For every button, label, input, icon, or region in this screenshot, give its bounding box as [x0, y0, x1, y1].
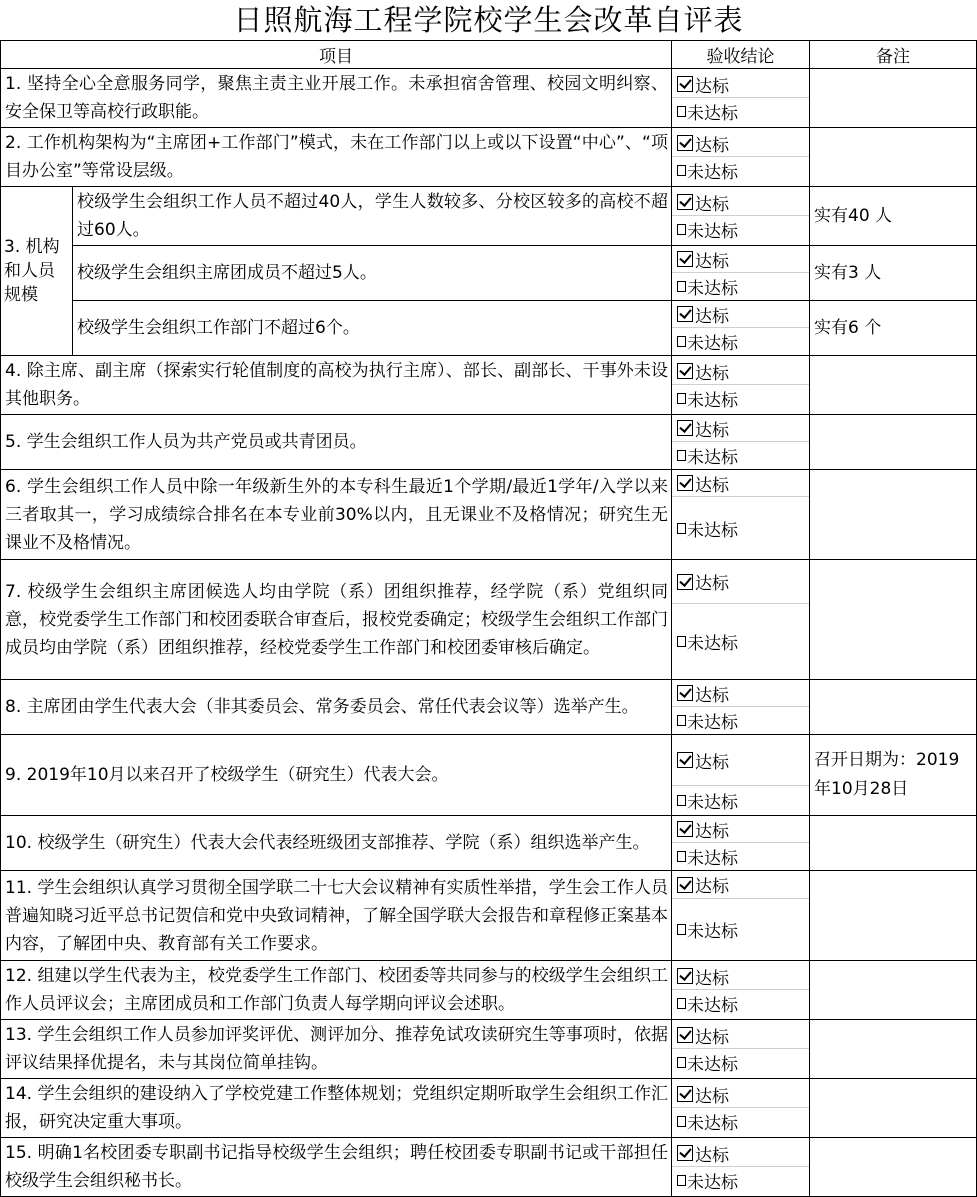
pass-label: 达标	[695, 1145, 729, 1166]
table-row	[1, 961, 977, 1020]
pass-label: 达标	[695, 574, 729, 594]
acceptance-cell	[672, 1079, 810, 1138]
pass-option[interactable]	[672, 1140, 809, 1167]
unchecked-box-icon[interactable]	[677, 224, 686, 235]
unchecked-box-icon[interactable]	[677, 281, 686, 292]
note-cell	[810, 69, 977, 128]
acceptance-cell	[672, 246, 810, 301]
note-cell	[810, 128, 977, 187]
unchecked-box-icon[interactable]	[677, 1057, 686, 1068]
checked-box-icon[interactable]	[677, 877, 693, 893]
note-cell	[810, 415, 977, 470]
fail-label: 未达标	[687, 713, 738, 733]
pass-label: 达标	[695, 363, 729, 384]
checked-box-icon[interactable]	[677, 306, 693, 322]
acceptance-cell	[672, 301, 810, 356]
table-row	[1, 128, 977, 187]
checked-box-icon[interactable]	[677, 752, 693, 768]
header-item: 项目	[1, 41, 672, 69]
fail-option[interactable]	[672, 442, 809, 469]
checked-box-icon[interactable]	[677, 475, 693, 491]
checked-box-icon[interactable]	[677, 685, 693, 701]
fail-label: 未达标	[687, 922, 738, 942]
page-title: 日照航海工程学院校学生会改革自评表	[233, 3, 744, 37]
note-cell	[810, 560, 977, 680]
fail-label: 未达标	[687, 793, 738, 813]
item-text: 1. 坚持全心全意服务同学，聚焦主责主业开展工作。未承担宿舍管理、校园文明纠察、安全保卫等高校行政职能。	[1, 69, 672, 128]
fail-label: 未达标	[687, 849, 738, 869]
fail-label: 未达标	[687, 520, 738, 541]
fail-option[interactable]	[672, 786, 809, 815]
note-cell	[810, 1138, 977, 1197]
unchecked-box-icon[interactable]	[677, 393, 686, 404]
item-text: 12. 组建以学生代表为主，校党委学生工作部门、校团委等共同参与的校级学生会组织工作人员评议会；主席团成员和工作部门负责人每学期向评议会述职。	[1, 961, 672, 1020]
item-text: 2. 工作机构架构为“主席团+工作部门”模式，未在工作部门以上或以下设置“中心”、“项目办公室”等常设层级。	[1, 128, 672, 187]
fail-option[interactable]	[672, 216, 809, 243]
pass-label: 达标	[695, 685, 729, 706]
acceptance-cell	[672, 680, 810, 735]
pass-option[interactable]	[672, 189, 809, 216]
acceptance-cell	[672, 1138, 810, 1197]
fail-option[interactable]	[672, 604, 809, 679]
acceptance-cell	[672, 816, 810, 871]
acceptance-cell	[672, 187, 810, 246]
item-text: 4. 除主席、副主席（探索实行轮值制度的高校为执行主席）、部长、副部长、干事外未设其他职务。	[1, 356, 672, 415]
header-row	[1, 41, 977, 69]
unchecked-box-icon[interactable]	[677, 165, 686, 176]
table-row	[1, 69, 977, 128]
checked-box-icon[interactable]	[677, 821, 693, 837]
fail-option[interactable]	[672, 98, 809, 125]
item-text: 校级学生会组织工作部门不超过6个。	[73, 301, 672, 356]
pass-label: 达标	[695, 306, 729, 327]
pass-option[interactable]	[672, 358, 809, 385]
item-text: 15. 明确1名校团委专职副书记指导校级学生会组织；聘任校团委专职副书记或干部担任校级学生会组织秘书长。	[1, 1138, 672, 1197]
fail-label: 未达标	[687, 1114, 738, 1134]
fail-option[interactable]	[672, 1108, 809, 1135]
header-result: 验收结论	[672, 41, 810, 69]
note-cell: 实有40 人	[810, 187, 977, 246]
evaluation-table	[0, 40, 977, 1197]
header-note: 备注	[810, 41, 977, 69]
fail-label: 未达标	[687, 634, 738, 654]
checked-box-icon[interactable]	[677, 194, 693, 210]
fail-label: 未达标	[687, 104, 738, 124]
table-row	[1, 560, 977, 680]
unchecked-box-icon[interactable]	[677, 636, 686, 647]
item-text: 6. 学生会组织工作人员中除一年级新生外的本专科生最近1个学期/最近1学年/入学以来三者取其一，学习成绩综合排名在本专业前30%以内，且无课业不及格情况；研究生无课业不及格情况。	[1, 470, 672, 560]
note-cell	[810, 356, 977, 415]
table-row	[1, 871, 977, 961]
fail-label: 未达标	[687, 279, 738, 299]
fail-option[interactable]	[672, 899, 809, 960]
unchecked-box-icon[interactable]	[677, 924, 686, 935]
table-row	[1, 680, 977, 735]
pass-option[interactable]	[672, 560, 809, 604]
acceptance-cell	[672, 470, 810, 560]
checked-box-icon[interactable]	[677, 420, 693, 436]
pass-label: 达标	[695, 1086, 729, 1107]
acceptance-cell	[672, 69, 810, 128]
fail-label: 未达标	[687, 996, 738, 1016]
item-text: 9. 2019年10月以来召开了校级学生（研究生）代表大会。	[1, 735, 672, 816]
item-text: 校级学生会组织主席团成员不超过5人。	[73, 246, 672, 301]
checked-box-icon[interactable]	[677, 76, 693, 92]
checked-box-icon[interactable]	[677, 135, 693, 151]
fail-option[interactable]	[672, 497, 809, 559]
unchecked-box-icon[interactable]	[677, 998, 686, 1009]
fail-label: 未达标	[687, 222, 738, 242]
note-cell	[810, 1020, 977, 1079]
fail-label: 未达标	[687, 163, 738, 183]
table-row	[1, 470, 977, 560]
pass-label: 达标	[695, 251, 729, 272]
unchecked-box-icon[interactable]	[677, 450, 686, 461]
fail-label: 未达标	[687, 334, 738, 354]
pass-option[interactable]	[672, 71, 809, 98]
table-row	[1, 415, 977, 470]
fail-label: 未达标	[687, 391, 738, 411]
pass-option[interactable]	[672, 963, 809, 990]
note-cell	[810, 961, 977, 1020]
pass-label: 达标	[695, 752, 729, 773]
checked-box-icon[interactable]	[677, 1086, 693, 1102]
pass-option[interactable]	[672, 246, 809, 273]
checked-box-icon[interactable]	[677, 574, 693, 590]
fail-option[interactable]	[672, 707, 809, 734]
unchecked-box-icon[interactable]	[677, 715, 686, 726]
table-row	[1, 1138, 977, 1197]
pass-label: 达标	[695, 821, 729, 842]
acceptance-cell	[672, 415, 810, 470]
table-row	[1, 735, 977, 816]
acceptance-cell	[672, 560, 810, 680]
pass-option[interactable]	[672, 816, 809, 843]
pass-option[interactable]	[672, 735, 809, 786]
item-text: 11. 学生会组织认真学习贯彻全国学联二十七大会议精神有实质性举措，学生会工作人员普遍知晓习近平总书记贺信和党中央致词精神，了解全国学联大会报告和章程修正案基本内容，了解团中央、教育部有关工作要求。	[1, 871, 672, 961]
fail-option[interactable]	[672, 385, 809, 412]
fail-option[interactable]	[672, 990, 809, 1017]
unchecked-box-icon[interactable]	[677, 851, 686, 862]
checked-box-icon[interactable]	[677, 1145, 693, 1161]
acceptance-cell	[672, 735, 810, 816]
item-text: 7. 校级学生会组织主席团候选人均由学院（系）团组织推荐，经学院（系）党组织同意，校党委学生工作部门和校团委联合审查后，报校党委确定；校级学生会组织工作部门成员均由学院（系）团组织推荐，经校党委学生工作部门和校团委审核后确定。	[1, 560, 672, 680]
acceptance-cell	[672, 1020, 810, 1079]
pass-label: 达标	[695, 877, 729, 897]
pass-label: 达标	[695, 194, 729, 215]
item-text: 13. 学生会组织工作人员参加评奖评优、测评加分、推荐免试攻读研究生等事项时，依据评议结果择优提名，未与其岗位简单挂钩。	[1, 1020, 672, 1079]
fail-label: 未达标	[687, 1055, 738, 1075]
pass-label: 达标	[695, 420, 729, 441]
note-cell: 实有3 人	[810, 246, 977, 301]
item-text: 校级学生会组织工作人员不超过40人，学生人数较多、分校区较多的高校不超过60人。	[73, 187, 672, 246]
table-row	[1, 356, 977, 415]
note-cell	[810, 1079, 977, 1138]
checked-box-icon[interactable]	[677, 251, 693, 267]
note-cell: 召开日期为：2019年10月28日	[810, 735, 977, 816]
pass-option[interactable]	[672, 470, 809, 497]
table-row	[1, 246, 977, 301]
group-label: 3. 机构和人员规模	[1, 187, 73, 356]
fail-label: 未达标	[687, 1173, 738, 1193]
unchecked-box-icon[interactable]	[677, 523, 686, 534]
note-cell	[810, 816, 977, 871]
fail-option[interactable]	[672, 843, 809, 870]
item-text: 5. 学生会组织工作人员为共产党员或共青团员。	[1, 415, 672, 470]
fail-option[interactable]	[672, 1167, 809, 1194]
pass-label: 达标	[695, 1027, 729, 1048]
pass-option[interactable]	[672, 1081, 809, 1108]
fail-option[interactable]	[672, 328, 809, 355]
pass-option[interactable]	[672, 680, 809, 707]
acceptance-cell	[672, 356, 810, 415]
table-row	[1, 187, 977, 246]
table-row	[1, 1079, 977, 1138]
pass-label: 达标	[695, 968, 729, 989]
pass-option[interactable]	[672, 130, 809, 157]
unchecked-box-icon[interactable]	[677, 1116, 686, 1127]
fail-label: 未达标	[687, 448, 738, 468]
acceptance-cell	[672, 961, 810, 1020]
table-row	[1, 816, 977, 871]
table-row	[1, 301, 977, 356]
acceptance-cell	[672, 128, 810, 187]
unchecked-box-icon[interactable]	[677, 336, 686, 347]
note-cell: 实有6 个	[810, 301, 977, 356]
unchecked-box-icon[interactable]	[677, 106, 686, 117]
table-row	[1, 1020, 977, 1079]
pass-label: 达标	[695, 475, 729, 496]
checked-box-icon[interactable]	[677, 1027, 693, 1043]
pass-option[interactable]	[672, 415, 809, 442]
fail-option[interactable]	[672, 273, 809, 300]
fail-option[interactable]	[672, 1049, 809, 1076]
pass-option[interactable]	[672, 1022, 809, 1049]
note-cell	[810, 470, 977, 560]
item-text: 8. 主席团由学生代表大会（非其委员会、常务委员会、常任代表会议等）选举产生。	[1, 680, 672, 735]
pass-label: 达标	[695, 135, 729, 156]
note-cell	[810, 871, 977, 961]
fail-option[interactable]	[672, 157, 809, 184]
pass-label: 达标	[695, 76, 729, 97]
pass-option[interactable]	[672, 301, 809, 328]
unchecked-box-icon[interactable]	[677, 795, 686, 806]
checked-box-icon[interactable]	[677, 968, 693, 984]
unchecked-box-icon[interactable]	[677, 1175, 686, 1186]
checked-box-icon[interactable]	[677, 363, 693, 379]
item-text: 10. 校级学生（研究生）代表大会代表经班级团支部推荐、学院（系）组织选举产生。	[1, 816, 672, 871]
acceptance-cell	[672, 871, 810, 961]
item-text: 14. 学生会组织的建设纳入了学校党建工作整体规划；党组织定期听取学生会组织工作汇报，研究决定重大事项。	[1, 1079, 672, 1138]
note-cell	[810, 680, 977, 735]
pass-option[interactable]	[672, 871, 809, 899]
